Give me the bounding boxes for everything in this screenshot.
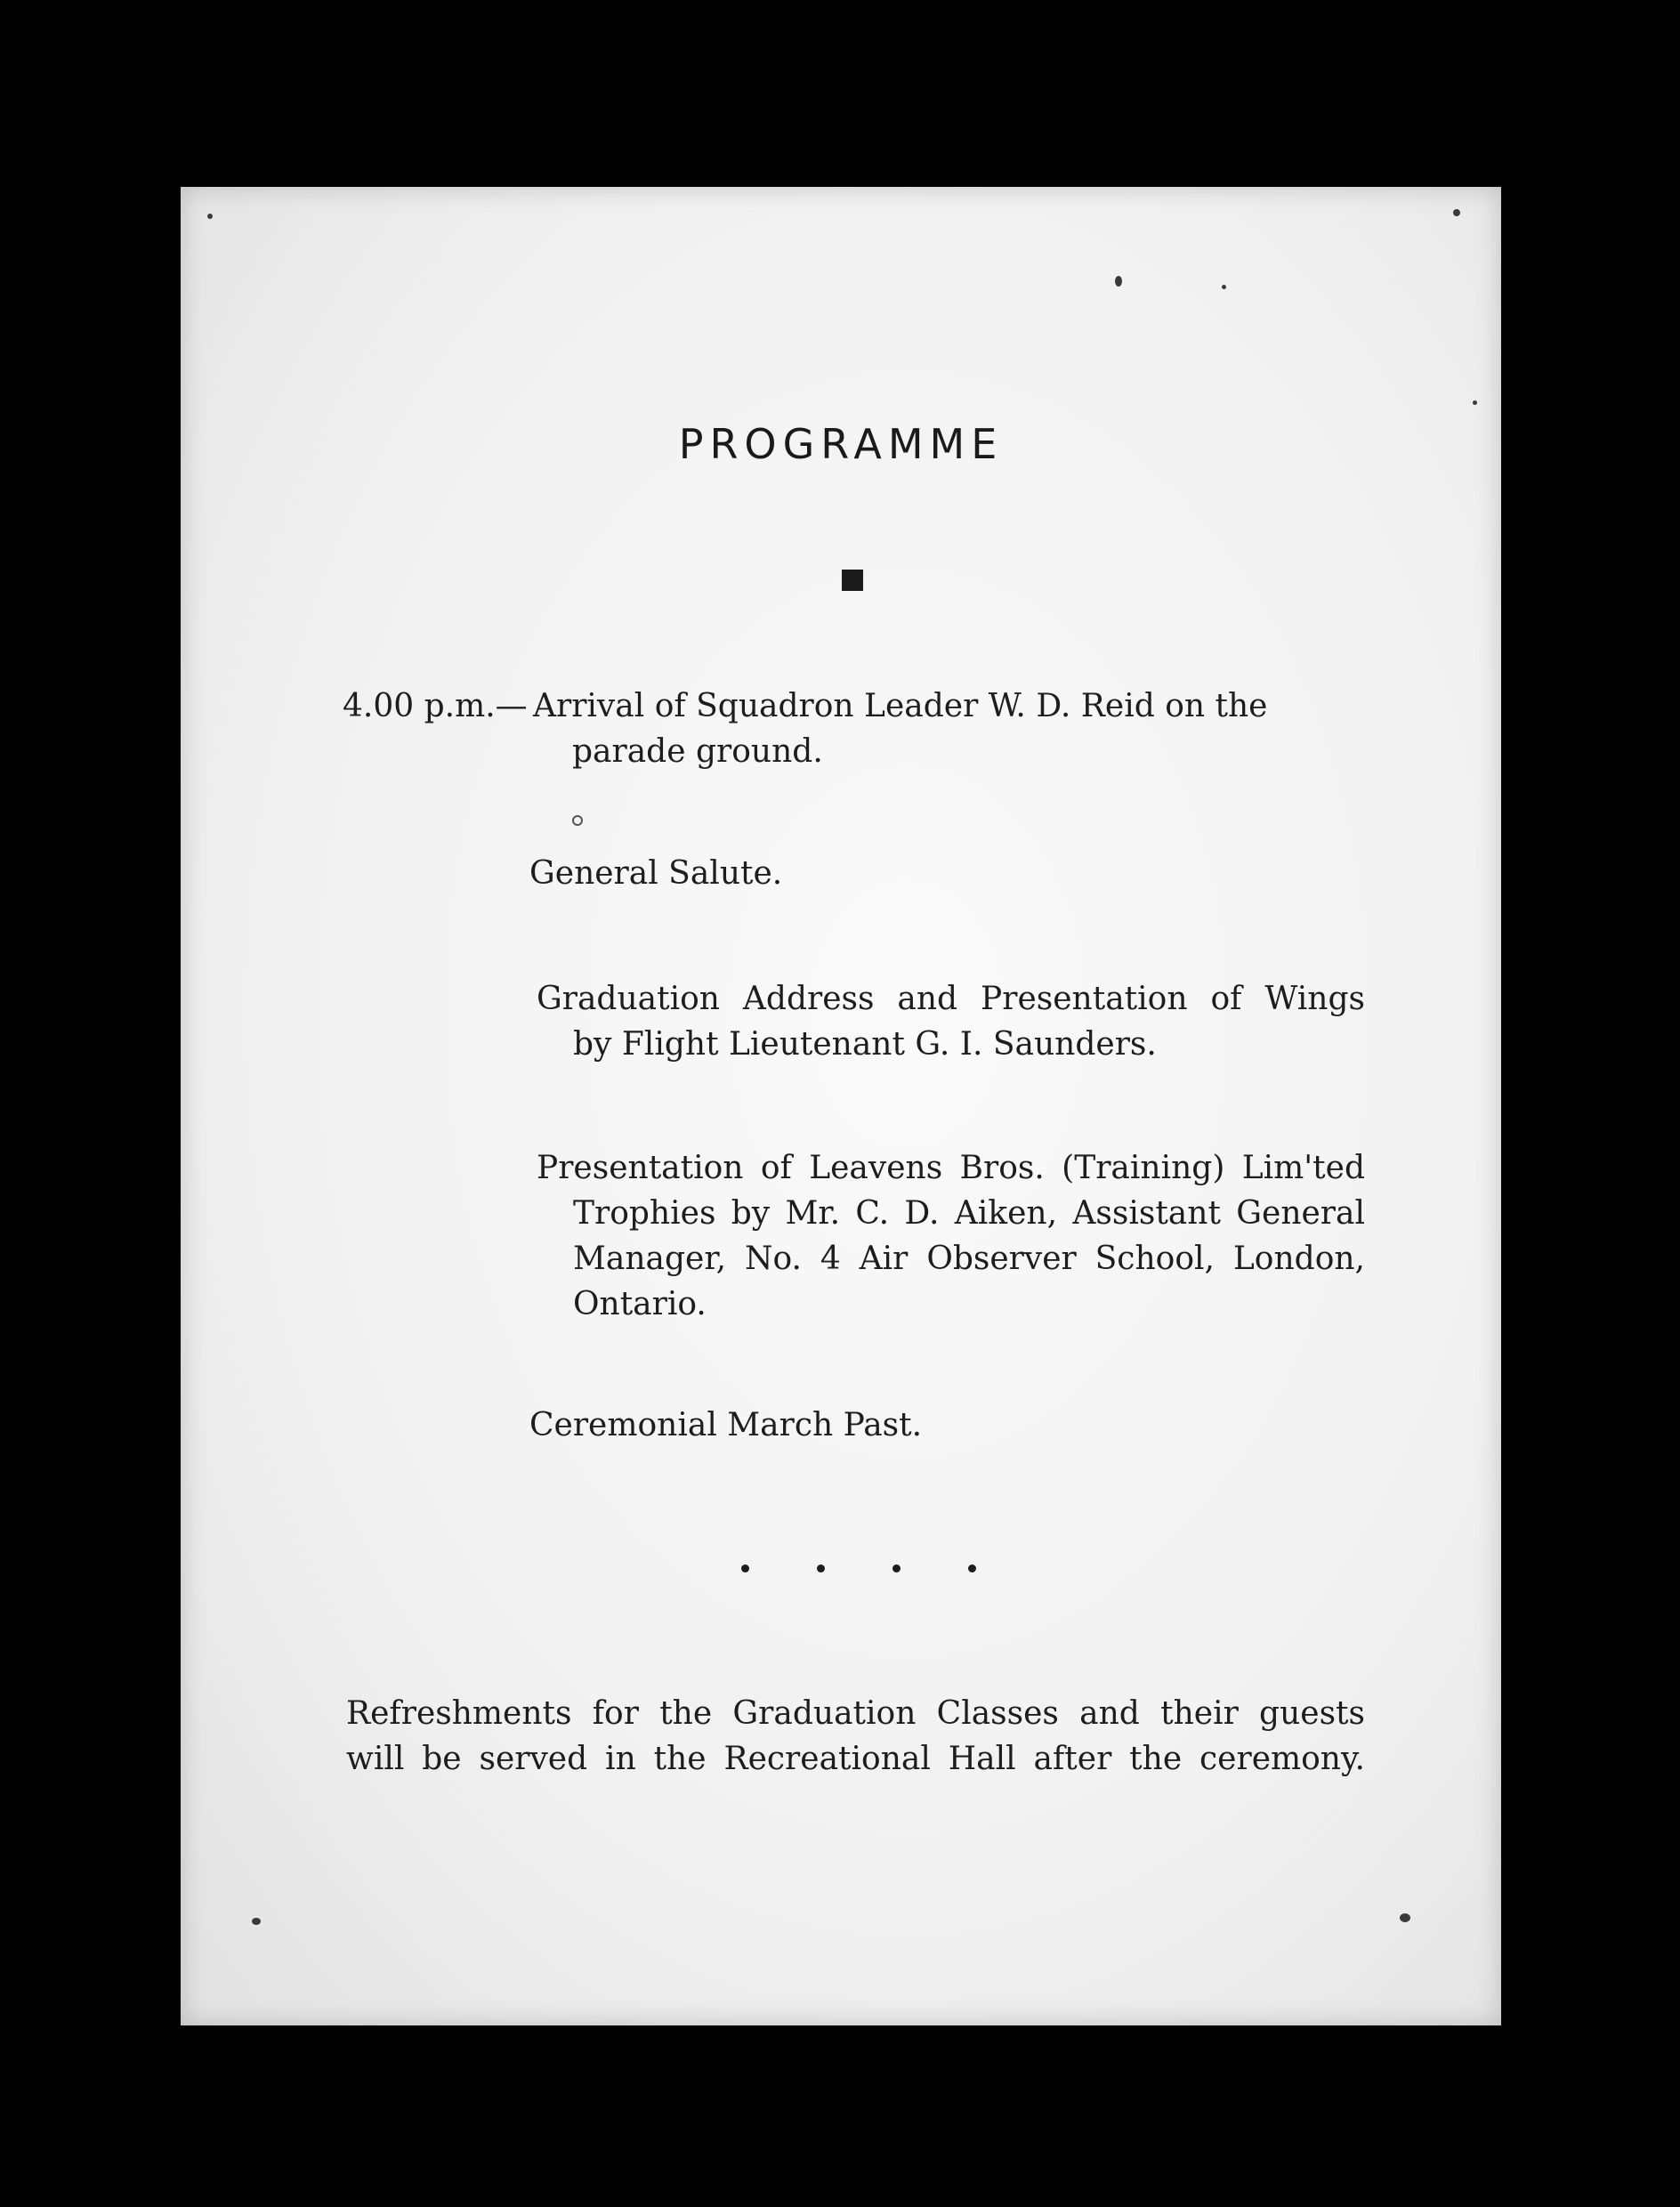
refreshments-line-1: Refreshments for the Graduation Classes and their guests [346,1695,1365,1732]
programme-card [181,187,1501,2025]
presentation-line-1: Presentation of Leavens Bros. (Training) Lim'ted [537,1150,1365,1186]
separator-dot [817,1564,825,1572]
arrival-line-2: parade ground. [572,733,823,770]
refreshments-note [346,1691,1365,1782]
presentation-line-2: Trophies by Mr. C. D. Aiken, Assistant General [573,1195,1365,1232]
dot-separator [732,1557,999,1584]
refreshments-line-2: will be served in the Recreational Hall after the ceremony. [346,1741,1365,1777]
square-ornament [842,570,863,591]
presentation-line-4: Ontario. [573,1286,707,1322]
trophy-presentation [537,1145,1365,1327]
graduation-line-2: by Flight Lieutenant G. I. Saunders. [573,1026,1157,1063]
page-title: PROGRAMME [678,420,1004,468]
separator-dot [741,1564,749,1572]
march-past: Ceremonial March Past. [529,1407,923,1443]
general-salute: General Salute. [529,855,783,892]
programme-time: 4.00 p.m.— [343,688,528,724]
presentation-line-3: Manager, No. 4 Air Observer School, London, [573,1241,1365,1277]
graduation-line-1: Graduation Address and Presentation of Wings [537,981,1365,1017]
arrival-line-1: Arrival of Squadron Leader W. D. Reid on the [533,688,1268,724]
separator-dot [892,1564,901,1572]
separator-dot [968,1564,976,1572]
